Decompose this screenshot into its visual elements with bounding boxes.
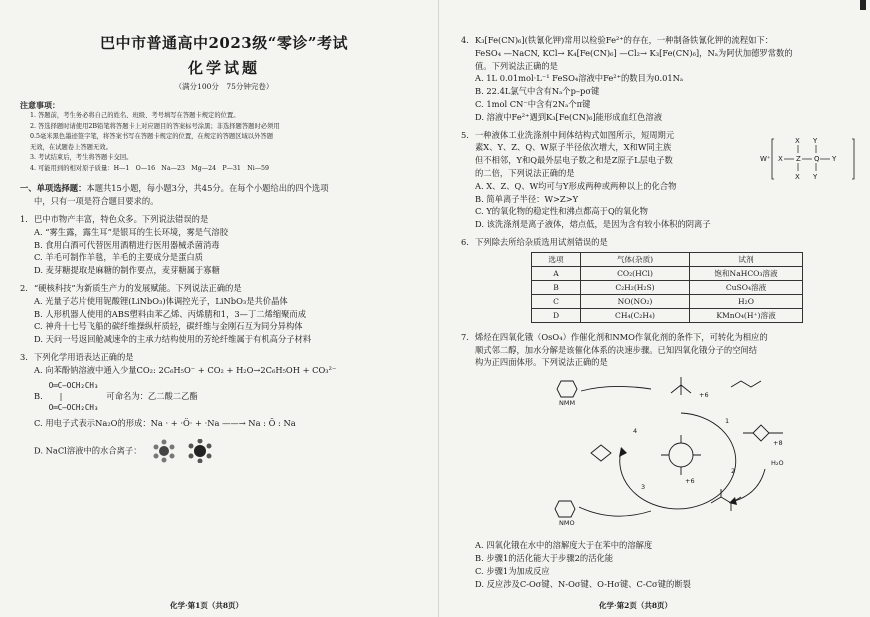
table-cell: CH₄(C₂H₄) [581, 308, 690, 322]
table-cell: A [532, 266, 581, 280]
mech-label: +8 [773, 439, 783, 448]
question-stem: “硬核科技”为新质生产力的发展赋能。下列说法正确的是 [34, 282, 242, 293]
table-cell: C₂H₂(H₂S) [581, 280, 690, 294]
section-description-cont: 中，只有一项是符合题目要求的。 [34, 196, 159, 206]
table-cell: KMnO₄(H⁺)溶液 [690, 308, 803, 322]
question-stem-cont: 素X、Y、Z、Q、W原子半径依次增大，X和W同主族 [475, 142, 672, 153]
option-a: A. “雾生露，露生耳”是银耳的生长环境，雾是气溶胶 [34, 226, 228, 237]
exam-title: 巴中市普通高中2023级“零诊”考试 [99, 34, 348, 52]
question-4 [461, 34, 856, 47]
option-d: D. 该洗涤剂是离子液体，熔点低，是因为含有较小体积的阴离子 [475, 219, 711, 230]
catalytic-cycle-diagram [521, 373, 821, 533]
mech-label: 3 [641, 483, 646, 492]
option-a: A. 光量子芯片使用铌酸锂(LiNbO₃)体调控光子，LiNbO₃是共价晶体 [34, 295, 288, 306]
question-2 [20, 282, 428, 295]
question-stem-cont: 值。下列说法正确的是 [475, 60, 558, 71]
struct-label: Y [813, 136, 818, 145]
mech-label: 2 [731, 467, 736, 476]
option-c: C. Y的氧化物的稳定性和沸点都高于Q的氧化物 [475, 206, 648, 217]
table-header-row [532, 252, 803, 266]
question-6 [461, 236, 856, 249]
table-row [532, 294, 803, 308]
section-heading [20, 182, 428, 195]
notice-line: 1. 答题前，考生务必将自己的姓名、班级、考号填写在答题卡规定的位置。 [30, 112, 240, 119]
struct-label: Q [814, 154, 820, 163]
question-stem: 下列除去所给杂质选用试剂错误的是 [475, 236, 608, 247]
option-b: B. 简单离子半径：W>Z>Y [475, 193, 579, 204]
exam-meta: （满分100分 75分钟完卷） [174, 82, 274, 91]
table-cell: CuSO₄溶液 [690, 280, 803, 294]
question-stem: K₃[Fe(CN)₆](铁氰化钾)常用以检验Fe²⁺的存在，一种制备铁氰化钾的流程如下： [475, 35, 774, 45]
table-row [532, 280, 803, 294]
question-stem: 下列化学用语表达正确的是 [34, 351, 134, 362]
option-d: D. 溶液中Fe²⁺遇到K₃[Fe(CN)₆]能形成血红色溶液 [475, 111, 663, 122]
option-b: B. 步骤1的活化能大于步骤2的活化能 [475, 552, 614, 563]
option-c: C. 1mol CN⁻中含有2Nₐ个π键 [475, 98, 591, 109]
table-cell: D [532, 308, 581, 322]
question-stem-cont: 的二倍，下列说法正确的是 [475, 167, 575, 178]
structural-formula: O═C—OCH₂CH₃ | O═C—OCH₂CH₃ [48, 380, 99, 412]
struct-label: X [795, 172, 800, 181]
page-footer: 化学·第2页（共8页） [599, 601, 673, 610]
question-5-block [461, 129, 856, 180]
option-b [20, 380, 428, 413]
question-3 [20, 351, 428, 364]
option-a: A. X、Z、Q、W均可与Y形成两种或两种以上的化合物 [475, 180, 677, 191]
question-number: 3. [20, 351, 28, 362]
struct-label: X [795, 136, 800, 145]
struct-label: W⁺ [760, 154, 771, 163]
option-d: D. 天问一号返回舱减速伞的主承力结构使用的芳纶纤维属于有机高分子材料 [34, 334, 312, 345]
table-cell: H₂O [690, 294, 803, 308]
section-description: 本题共15小题，每小题3分，共45分。在每个小题给出的四个选项 [86, 183, 329, 193]
q5-structure-diagram [760, 131, 856, 187]
question-stem-cont: 顺式邻二醇，加水分解是该催化体系的决速步骤。已知四氧化锇分子的空间结 [475, 344, 758, 355]
option-c: C. 用电子式表示Na₂O的形成：Na · + ·Ö· + ·Na ——→ Na : Ö : Na [34, 417, 296, 428]
table-cell: NO(NO₂) [581, 294, 690, 308]
table-cell: 饱和NaHCO₃溶液 [690, 266, 803, 280]
mech-label: +6 [699, 391, 709, 400]
table-header: 气体(杂质) [581, 252, 690, 266]
question-number: 1. [20, 214, 28, 224]
option-c: C. 神舟十七号飞船的碳纤维操纵杆质轻，碳纤维与金刚石互为同分异构体 [34, 321, 303, 332]
exam-subtitle: 化学试题 [187, 59, 260, 77]
question-number: 7. [461, 331, 469, 342]
option-b: B. 22.4L氯气中含有Nₐ个p–pσ键 [475, 86, 600, 97]
exam-page-2 [438, 0, 870, 617]
option-a: A. 四氧化锇在水中的溶解度大于在苯中的溶解度 [475, 540, 653, 551]
hydrated-ion-illustration [150, 439, 220, 463]
formula-line: O═C—OCH₂CH₃ [48, 402, 99, 412]
notice-heading: 注意事项： [20, 100, 60, 110]
struct-label: Y [813, 172, 818, 181]
question-7 [461, 331, 856, 344]
reagent-table [531, 252, 803, 323]
table-cell: B [532, 280, 581, 294]
question-stem-cont: FeSO₄ —NaCN, KCl→ K₄[Fe(CN)₆] —Cl₂→ K₃[Fe(CN)₆]，Nₐ为阿伏加德罗常数的 [475, 47, 793, 58]
struct-label: X [778, 154, 783, 163]
option-d: D. 反应涉及C-Oσ键、N-Oσ键、O-Hσ键、C-Cσ键的断裂 [475, 578, 691, 589]
option-d-text: D. NaCl溶液中的水合离子： [34, 445, 142, 456]
page-footer: 化学·第1页（共8页） [170, 601, 244, 610]
option-a: A. 向苯酚钠溶液中通入少量CO₂: 2C₆H₅O⁻ + CO₂ + H₂O→2C₆H₅OH + CO₃²⁻ [34, 364, 337, 375]
table-header: 选项 [532, 252, 581, 266]
section-label: 一、单项选择题： [20, 183, 87, 193]
question-stem-cont: 构为正四面体形。下列说法正确的是 [475, 357, 608, 368]
struct-label: Y [832, 154, 837, 163]
question-stem: 一种液体工业洗涤剂中间体结构式如图所示，短周期元 [475, 129, 675, 140]
question-number: 2. [20, 282, 28, 293]
table-cell: CO₂(HCl) [581, 266, 690, 280]
notice-line: 0.5毫米黑色墨迹签字笔，将答案书写在答题卡规定的位置，在规定的答题区域以外答题 [30, 133, 273, 140]
notice-line: 3. 考试结束后，考生将答题卡交回。 [30, 154, 133, 161]
option-d: D. 麦芽糖提取是麻糖的制作要点，麦芽糖属于寡糖 [34, 265, 220, 276]
mech-label: NMM [559, 399, 576, 408]
option-d [20, 439, 428, 463]
option-a: A. 1L 0.01mol·L⁻¹ FeSO₄溶液中Fe²⁺的数目为0.01Nₐ [475, 73, 684, 84]
table-header: 试剂 [690, 252, 803, 266]
question-number: 4. [461, 35, 469, 45]
question-1 [20, 213, 428, 226]
formula-line: O═C—OCH₂CH₃ [48, 380, 99, 390]
question-stem-cont: 但不相邻，Y和Q最外层电子数之和是Z原子L层电子数 [475, 155, 673, 166]
option-b-text: 可命名为：乙二酸二乙酯 [106, 391, 198, 402]
option-c: C. 步骤1为加成反应 [475, 565, 550, 576]
notice-line: 2. 答选择题时请使用2B铅笔将答题卡上对应题目的答案标号涂黑；非选择题答题时必须用 [30, 122, 280, 130]
notice-line: 无效，在试题卷上答题无效。 [30, 143, 112, 151]
table-row [532, 266, 803, 280]
mech-label: H₂O [771, 459, 784, 468]
table-cell: C [532, 294, 581, 308]
table-row [532, 308, 803, 322]
option-b: B. 人形机器人使用的ABS塑料由苯乙烯、丙烯腈和1，3—丁二烯缩聚而成 [34, 308, 307, 319]
mech-label: +6 [685, 477, 695, 486]
mech-label: NMO [559, 519, 575, 528]
mech-label: 4 [633, 427, 638, 436]
notice-line: 4. 可能用到的相对原子质量：H—1 O—16 Na—23 Mg—24 P—31 Ni—59 [30, 164, 270, 172]
question-number: 5. [461, 129, 469, 140]
option-b-label: B. [34, 391, 43, 402]
question-stem: 烯烃在四氧化锇（OsO₄）作催化剂和NMO作氧化剂的条件下，可转化为相应的 [475, 331, 768, 342]
question-number: 6. [461, 236, 469, 247]
struct-label: Z [796, 154, 801, 163]
option-c: C. 羊毛可制作羊毯，羊毛的主要成分是蛋白质 [34, 252, 203, 263]
option-b: B. 食用白酒可代替医用酒精进行医用器械杀菌消毒 [34, 239, 220, 250]
question-stem: 巴中市物产丰富，特色众多。下列说法错误的是 [34, 214, 209, 224]
scan-mark [860, 0, 866, 10]
mech-label: 1 [725, 417, 730, 426]
